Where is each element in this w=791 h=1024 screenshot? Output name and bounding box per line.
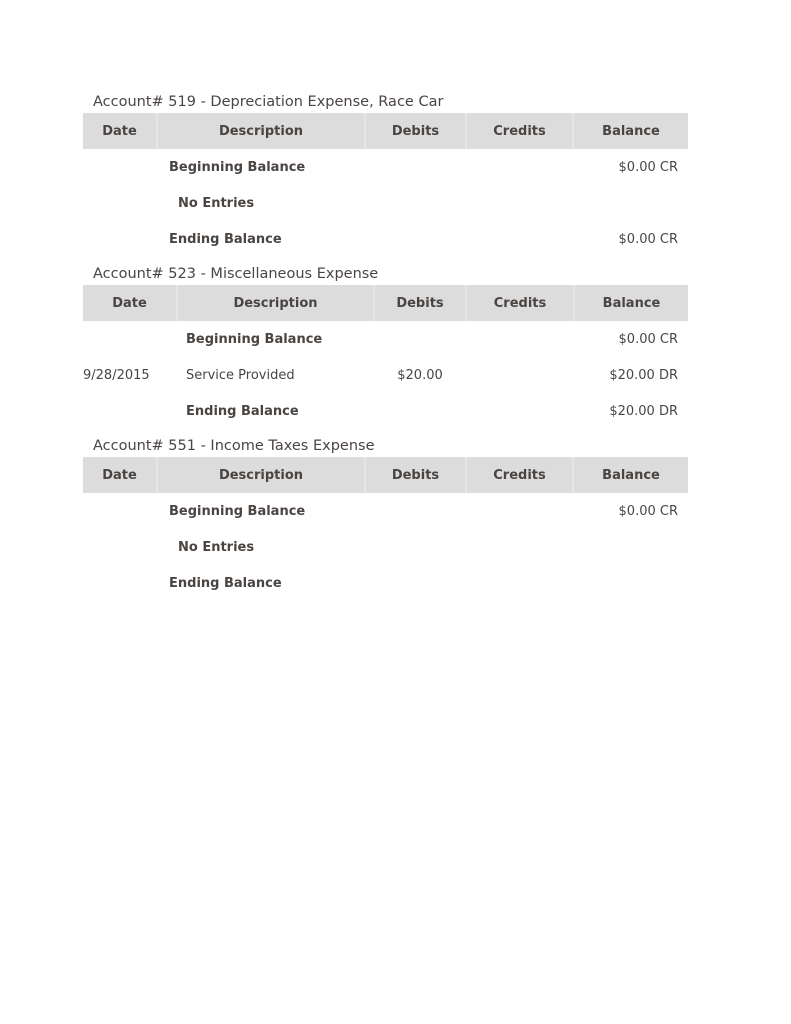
credit-cell (466, 493, 573, 529)
column-header-debits: Debits (365, 457, 466, 493)
beginning-balance-label: Beginning Balance (186, 331, 323, 347)
entry-description: Service Provided (186, 367, 295, 383)
beginning-balance-row (83, 149, 688, 185)
table-header-row (83, 457, 688, 493)
date-cell (83, 393, 177, 429)
date-cell (83, 565, 157, 601)
debit-cell (374, 321, 466, 357)
beginning-balance-row (83, 321, 688, 357)
credit-cell (466, 321, 574, 357)
entry-credit (466, 357, 574, 393)
column-header-description: Description (157, 113, 365, 149)
ending-balance-label: Ending Balance (186, 403, 299, 419)
entry-date: 9/28/2015 (83, 367, 150, 383)
ending-balance-row (83, 221, 688, 257)
date-cell (83, 493, 157, 529)
date-cell (83, 185, 157, 221)
credit-cell (466, 221, 573, 257)
ending-balance-value (573, 565, 688, 601)
column-header-credits: Credits (466, 457, 573, 493)
table-header-row (83, 285, 688, 321)
ledger-table (83, 285, 688, 429)
column-header-credits: Credits (466, 113, 573, 149)
column-header-balance: Balance (573, 113, 688, 149)
no-entries-row (83, 185, 688, 221)
debit-cell (365, 565, 466, 601)
debit-cell (365, 149, 466, 185)
credit-cell (466, 393, 574, 429)
entry-debit: $20.00 (397, 367, 443, 383)
ledger-table (83, 457, 688, 601)
credit-cell (466, 565, 573, 601)
entry-balance: $20.00 DR (609, 367, 678, 383)
ending-balance-row (83, 565, 688, 601)
column-header-balance: Balance (574, 285, 688, 321)
ending-balance-value: $0.00 CR (618, 231, 678, 247)
column-header-date: Date (83, 113, 157, 149)
date-cell (83, 149, 157, 185)
ending-balance-row (83, 393, 688, 429)
debit-cell (365, 221, 466, 257)
no-entries-label: No Entries (178, 195, 255, 211)
beginning-balance-label: Beginning Balance (169, 503, 306, 519)
column-header-debits: Debits (365, 113, 466, 149)
credit-cell (466, 149, 573, 185)
date-cell (83, 529, 157, 565)
debit-cell (365, 493, 466, 529)
account-title: Account# 519 - Depreciation Expense, Race Car (93, 94, 444, 110)
column-header-description: Description (177, 285, 374, 321)
date-cell (83, 321, 177, 357)
ledger-table (83, 113, 688, 257)
column-header-balance: Balance (573, 457, 688, 493)
account-title: Account# 551 - Income Taxes Expense (93, 438, 375, 454)
ending-balance-label: Ending Balance (169, 575, 282, 591)
ending-balance-label: Ending Balance (169, 231, 282, 247)
ending-balance-value: $20.00 DR (609, 403, 678, 419)
date-cell (83, 221, 157, 257)
column-header-credits: Credits (466, 285, 574, 321)
beginning-balance-value: $0.00 CR (618, 159, 678, 175)
beginning-balance-value: $0.00 CR (618, 503, 678, 519)
table-header-row (83, 113, 688, 149)
table-row (83, 357, 688, 393)
debit-cell (374, 393, 466, 429)
column-header-debits: Debits (374, 285, 466, 321)
column-header-date: Date (83, 285, 177, 321)
beginning-balance-row (83, 493, 688, 529)
no-entries-label: No Entries (178, 539, 255, 555)
column-header-description: Description (157, 457, 365, 493)
beginning-balance-label: Beginning Balance (169, 159, 306, 175)
column-header-date: Date (83, 457, 157, 493)
beginning-balance-value: $0.00 CR (618, 331, 678, 347)
no-entries-row (83, 529, 688, 565)
account-title: Account# 523 - Miscellaneous Expense (93, 266, 379, 282)
